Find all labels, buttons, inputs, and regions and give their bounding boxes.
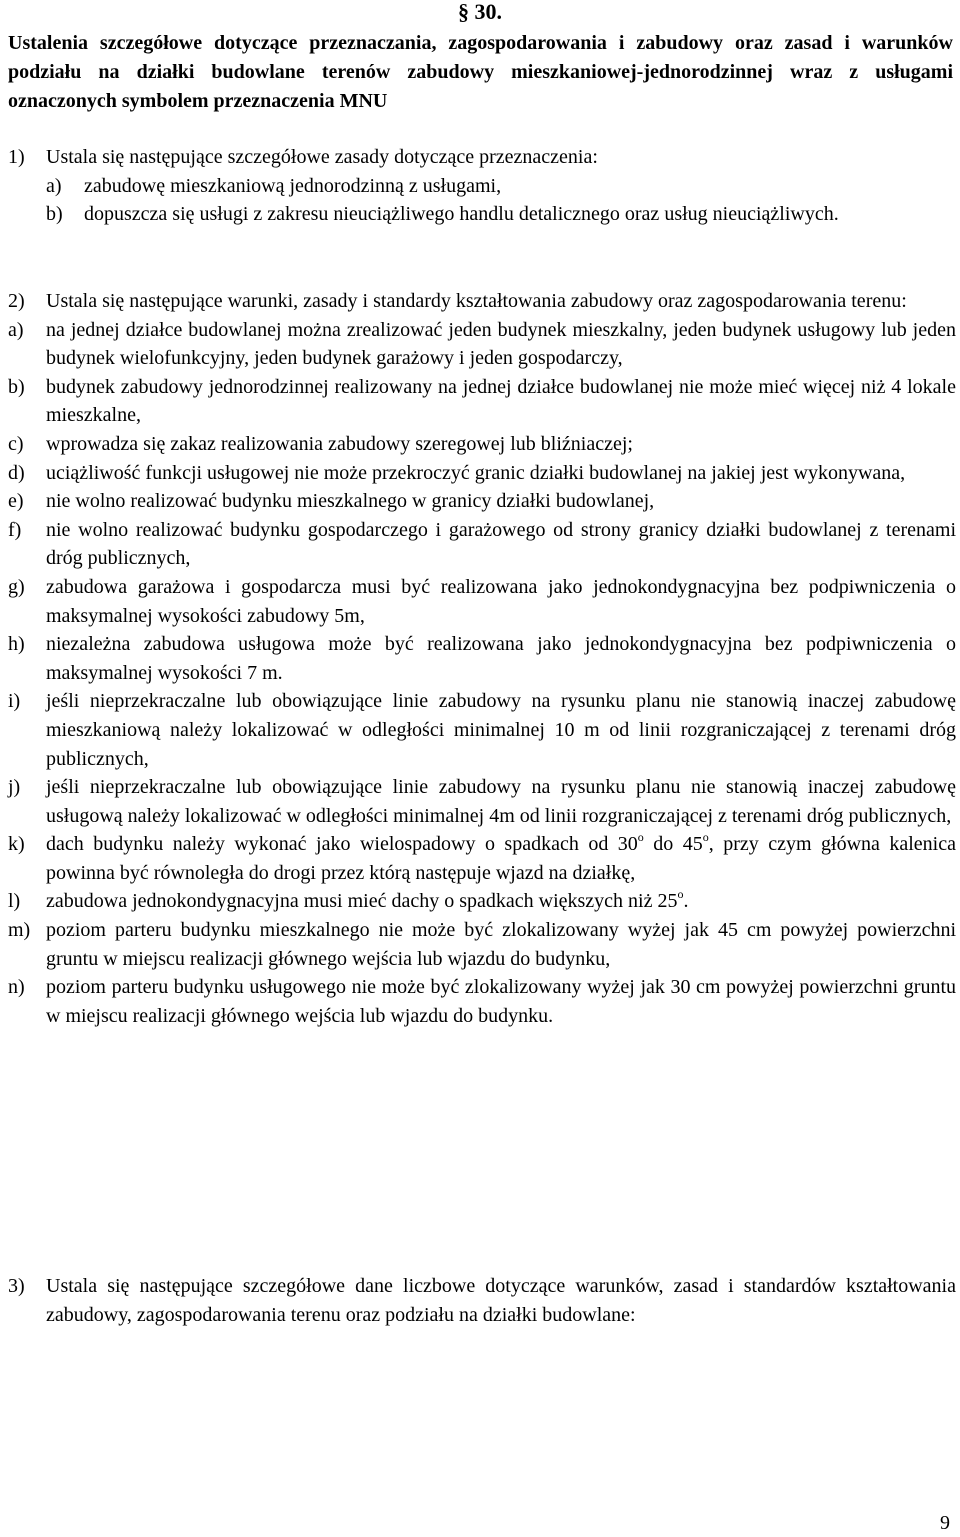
list-item-2c [8, 430, 956, 459]
list-item-label: b) [46, 203, 63, 226]
list-item-text [46, 830, 956, 887]
list-item-text: wprowadza się zakaz realizowania zabudowy szeregowej lub bliźniaczej; [46, 432, 633, 455]
list-item-label: j) [8, 776, 21, 799]
list-item-label: b) [8, 375, 25, 398]
section-heading: Ustalenia szczegółowe dotyczące przeznaczania, zagospodarowania i zabudowy oraz zasad i warunków podziału na działki budowlane terenów zabudowy mieszkaniowej-jednorodzinnej wraz z usługami oznaczonych symbolem przeznaczenia MNU [8, 32, 953, 112]
list-item-label: k) [8, 833, 25, 856]
list-item-label: f) [8, 518, 22, 541]
list-item-text: jeśli nieprzekraczalne lub obowiązujące linie zabudowy na rysunku planu nie stanowią inaczej zabudowę mieszkaniową należy lokalizować w odległości minimalnej 10 m od linii rozgraniczającej z terenami dróg publicznych, [46, 690, 956, 770]
list-item-2i [8, 687, 956, 773]
paragraph-1 [8, 143, 956, 229]
list-item-label: c) [8, 432, 24, 455]
paragraph-1-number: 1) [8, 146, 25, 168]
list-item-2h [8, 630, 956, 687]
paragraph-3-text: Ustala się następujące szczegółowe dane liczbowe dotyczące warunków, zasad i standardów kształtowania zabudowy, zagospodarowania terenu oraz podziału na działki budowlane: [46, 1275, 956, 1326]
list-item-1a [46, 172, 956, 201]
list-item-text: poziom parteru budynku usługowego nie może być zlokalizowany wyżej jak 30 cm powyżej powierzchni gruntu w miejscu realizacji głównego wejścia lub wjazdu do budynku. [46, 976, 956, 1027]
list-item-2n [8, 973, 956, 1030]
degree-sup: o [637, 830, 644, 845]
list-item-label: a) [46, 174, 62, 197]
paragraph-1-text: Ustala się następujące szczegółowe zasady dotyczące przeznaczenia: [46, 146, 598, 168]
paragraph-3-intro [8, 1272, 956, 1329]
list-item-2j [8, 773, 956, 830]
list-item-text: uciążliwość funkcji usługowej nie może przekroczyć granic działki budowlanej na jakiej jest wykonywana, [46, 461, 906, 484]
list-item-2m [8, 916, 956, 973]
list-item-1b [46, 200, 956, 229]
list-item-text: dopuszcza się usługi z zakresu nieuciążliwego handlu detalicznego oraz usług nieuciążliwych. [84, 203, 839, 226]
degree-sup: o [702, 830, 709, 845]
list-item-2f [8, 516, 956, 573]
list-item-text: budynek zabudowy jednorodzinnej realizowany na jednej działce budowlanej nie może mieć więcej niż 4 lokale mieszkalne, [46, 375, 956, 427]
list-item-2d [8, 459, 956, 488]
list-item-label: a) [8, 318, 24, 341]
paragraph-2-text: Ustala się następujące warunki, zasady i standardy kształtowania zabudowy oraz zagospodarowania terenu: [46, 290, 907, 312]
paragraph-2-number: 2) [8, 290, 25, 312]
list-item-label: m) [8, 919, 31, 942]
roof-slope-text-c: , przy czym główna kalenica powinna być równoległa do drogi przez którą następuje wjazd na działkę, [46, 833, 956, 884]
page-number: 9 [940, 1512, 950, 1534]
paragraph-1-intro [8, 143, 956, 172]
list-item-text: zabudowę mieszkaniową jednorodzinną z usługami, [84, 174, 502, 197]
list-item-label: g) [8, 575, 25, 598]
list-item-text [46, 887, 956, 916]
paragraph-3 [8, 1272, 956, 1329]
roof-slope-text-b: do 45 [643, 833, 703, 856]
list-item-label: e) [8, 490, 24, 513]
roof-text-b: . [683, 890, 689, 913]
list-item-label: l) [8, 890, 21, 913]
list-item-text: poziom parteru budynku mieszkalnego nie może być zlokalizowany wyżej jak 45 cm powyżej powierzchni gruntu w miejscu realizacji głównego wejścia lub wjazdu do budynku, [46, 919, 956, 970]
list-item-text: niezależna zabudowa usługowa może być realizowana jako jednokondygnacyjna bez podpiwniczenia o maksymalnej wysokości 7 m. [46, 633, 956, 684]
list-item-2l [8, 887, 956, 916]
list-item-text: nie wolno realizować budynku mieszkalnego w granicy działki budowlanej, [46, 490, 655, 513]
list-item-text: nie wolno realizować budynku gospodarczego i garażowego od strony granicy działki budowlanej z terenami dróg publicznych, [46, 518, 956, 570]
paragraph-3-number: 3) [8, 1275, 25, 1297]
list-item-text: zabudowa garażowa i gospodarcza musi być realizowana jako jednokondygnacyjna bez podpiwniczenia o maksymalnej wysokości zabudowy 5m, [46, 575, 956, 627]
list-item-label: i) [8, 690, 21, 713]
degree-sup: o [677, 887, 684, 902]
roof-slope-text-a: dach budynku należy wykonać jako wielospadowy o spadkach od 30 [46, 833, 638, 856]
list-item-label: h) [8, 633, 25, 656]
list-item-2b [8, 373, 956, 430]
list-item-label: n) [8, 976, 25, 999]
section-number: § 30. [458, 0, 502, 24]
list-item-text: na jednej działce budowlanej można zrealizować jeden budynek mieszkalny, jeden budynek usługowy lub jeden budynek wielofunkcyjny, jeden budynek garażowy i jeden gospodarczy, [46, 318, 956, 370]
list-item-2g [8, 573, 956, 630]
list-item-2k [8, 830, 956, 887]
list-item-2e [8, 487, 956, 516]
list-item-2a [8, 316, 956, 373]
paragraph-2 [8, 287, 956, 1030]
roof-text-a: zabudowa jednokondygnacyjna musi mieć dachy o spadkach większych niż 25 [46, 890, 678, 913]
paragraph-2-intro [8, 287, 956, 316]
list-item-text: jeśli nieprzekraczalne lub obowiązujące linie zabudowy na rysunku planu nie stanowią inaczej zabudowę usługową należy lokalizować w odległości minimalnej 4m od linii rozgraniczającej z terenami dróg publicznych, [46, 776, 956, 827]
list-item-label: d) [8, 461, 25, 484]
